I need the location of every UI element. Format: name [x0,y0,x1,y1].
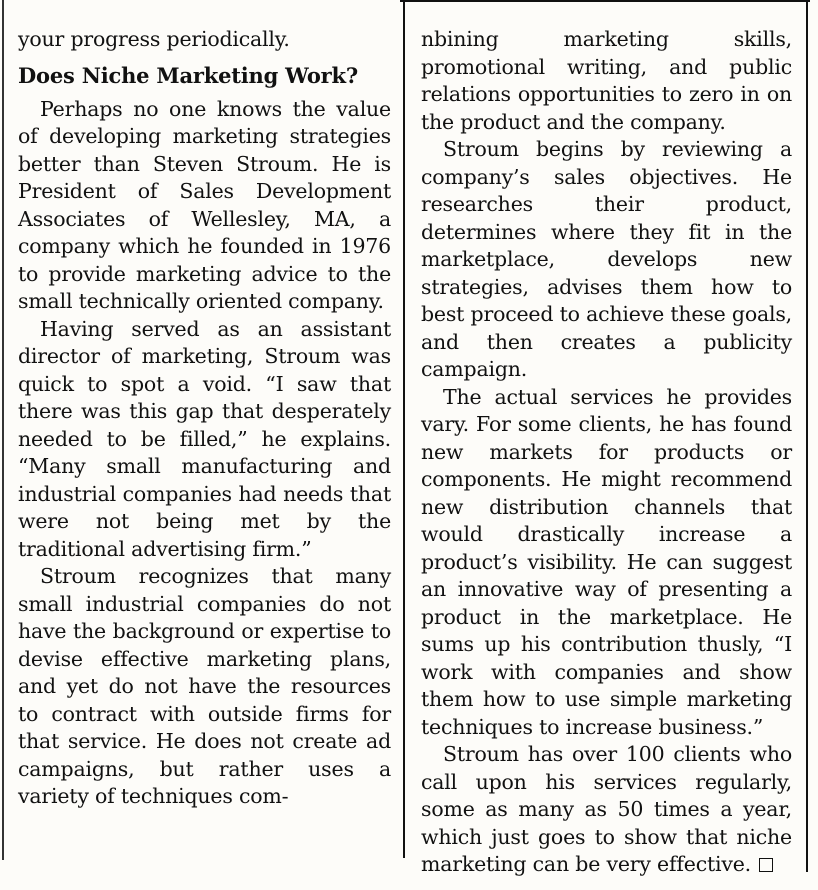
paragraph: The actual services he provides vary. For some clients, he has found new markets for products or components. He might recommend new distribution channels that would drastically increase a product’s visibility. He can suggest an innovative way of presenting a product in the marketplace. He sums up his contribution thusly, “I work with companies and show them how to use simple marketing techniques to increase business.” [421,384,792,739]
end-of-article-box-icon [759,858,773,872]
paragraph: Perhaps no one knows the value of developing marketing strategies better than Steven Stroum. He is President of Sales Development Associates of Wellesley, MA, a company which he founded in 1976 to provide marketing advice to the small technically oriented company. [18,96,391,313]
closing-paragraph-text: Stroum has over 100 clients who call upon his services regularly, some as many as 50 times a year, which just goes to show that niche marketing can be very effective. [421,742,792,876]
left-edge-rule [2,0,4,860]
column-divider-rule [403,0,405,858]
top-rule [400,0,810,2]
closing-paragraph [421,741,792,879]
paragraph: Stroum recognizes that many small industrial companies do not have the background or expertise to devise effective marketing plans, and yet do not have the resources to contract with outside firms for that service. He does not create ad campaigns, but rather uses a variety of techniques com- [18,564,391,808]
continued-fragment: nbining marketing skills, promotional writing, and public relations opportunities to zero in on the product and the company. [421,27,792,134]
right-column [421,26,792,879]
section-heading: Does Niche Marketing Work? [18,62,358,88]
right-edge-rule [806,0,808,872]
paragraph: Stroum begins by reviewing a company’s sales objectives. He researches their product, determines where they fit in the marketplace, develops new strategies, advises them how to best proceed to achieve these goals, and then creates a publicity campaign. [421,137,792,381]
paragraph: Having served as an assistant director of marketing, Stroum was quick to spot a void. “I saw that there was this gap that desperately needed to be filled,” he explains. “Many small manufacturing and industrial companies had needs that were not being met by the traditional advertising firm.” [18,316,391,561]
left-column [18,26,391,811]
opening-fragment: your progress periodically. [18,27,290,51]
